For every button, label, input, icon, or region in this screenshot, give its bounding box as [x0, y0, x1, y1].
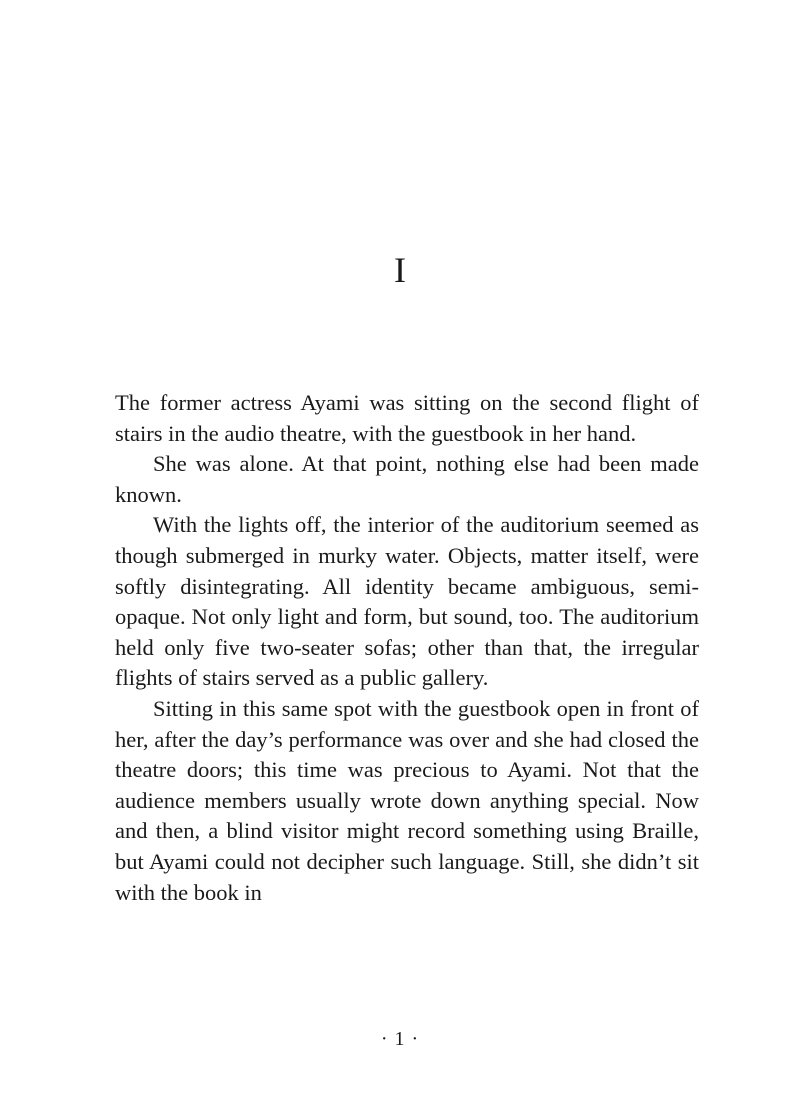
chapter-body [115, 388, 699, 908]
paragraph-1: The former actress Ayami was sitting on the second flight of stairs in the audio theatre, with the guestbook in her hand. [115, 390, 699, 446]
paragraph-4: Sitting in this same spot with the guestbook open in front of her, after the day’s performance was over and she had closed the theatre doors; this time was precious to Ayami. Not that the audience members usually wrote down anything special. Now and then, a blind visitor might record something using Braille, but Ayami could not decipher such language. Still, she didn’t sit with the book in [115, 695, 699, 905]
paragraph-3: With the lights off, the interior of the auditorium seemed as though submerged in murky water. Objects, matter itself, were softly disintegrating. All identity became ambiguous, semi-opaque. Not only light and form, but sound, too. The auditorium held only five two-seater sofas; other than that, the irregular flights of stairs served as a public gallery. [115, 512, 699, 691]
paragraph-2: She was alone. At that point, nothing else had been made known. [115, 451, 699, 507]
chapter-heading: I [394, 250, 406, 291]
page-number: · 1 · [380, 1028, 420, 1050]
